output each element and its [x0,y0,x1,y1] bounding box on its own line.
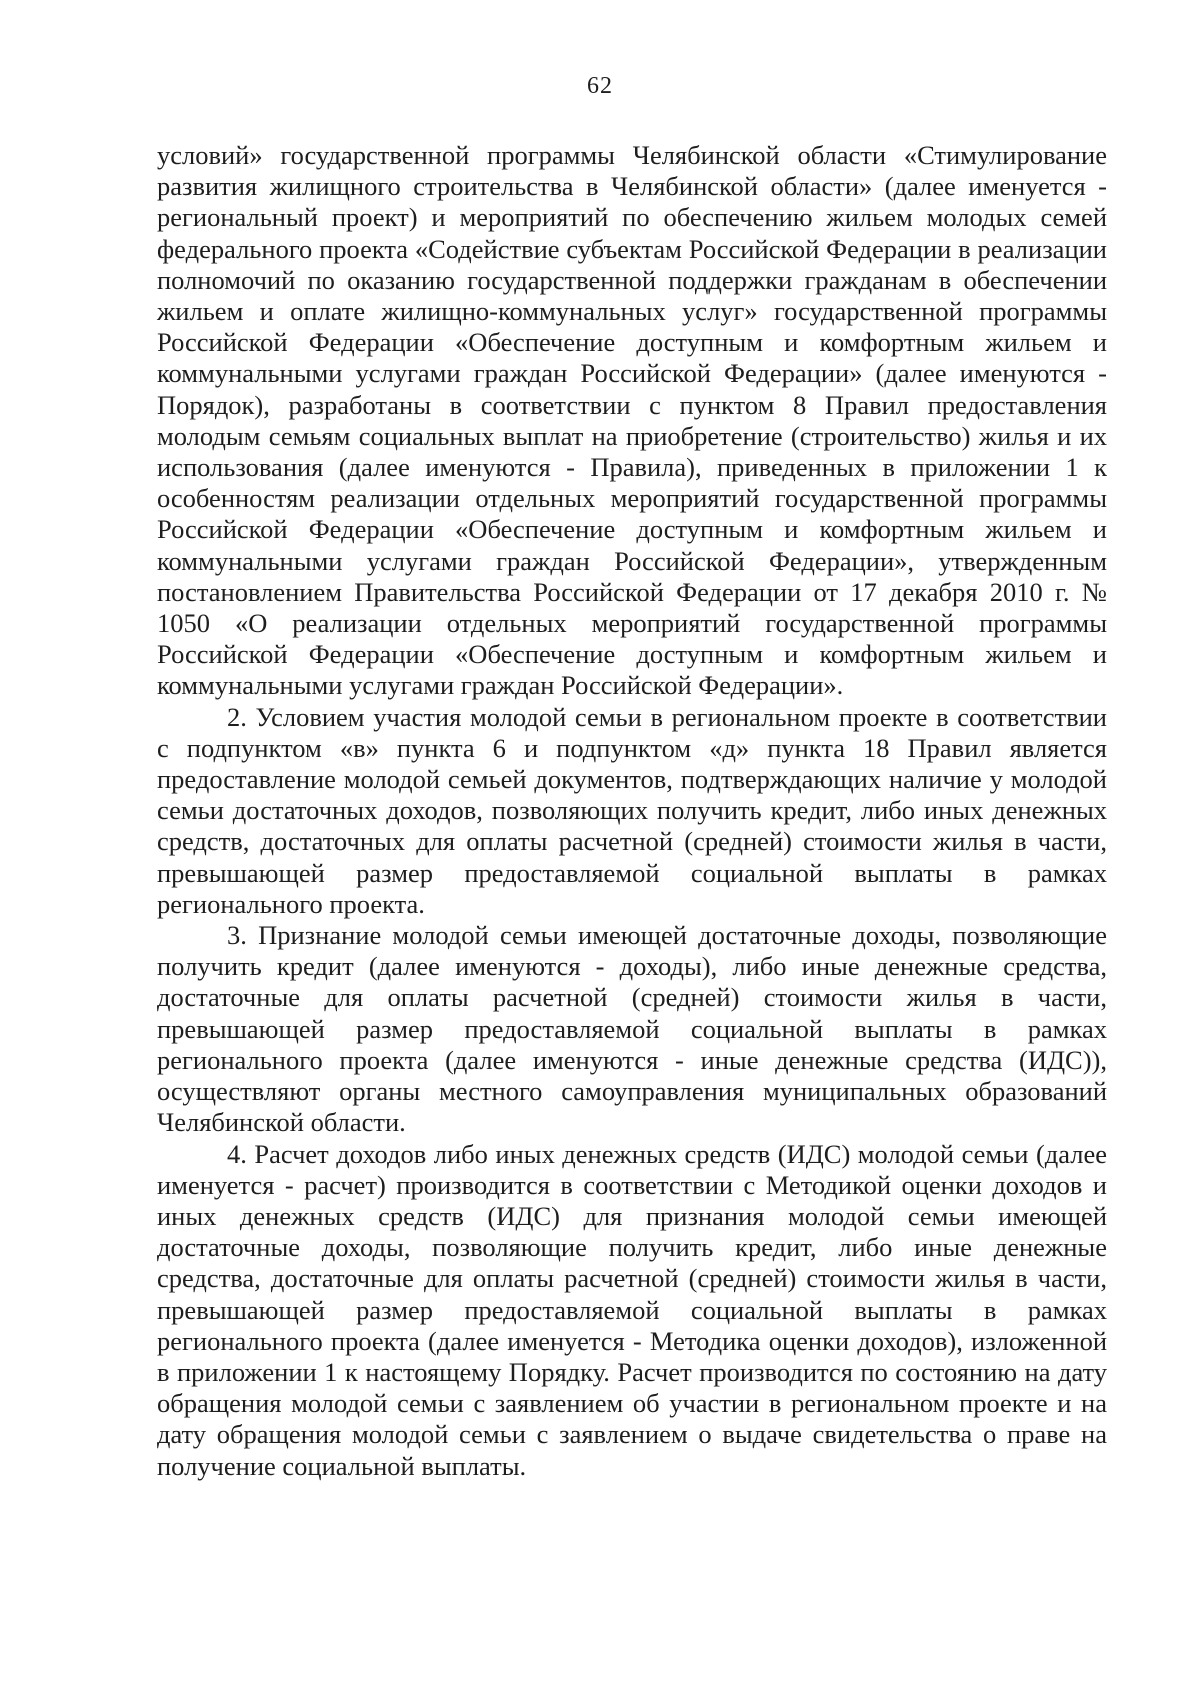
paragraph-item-3: 3. Признание молодой семьи имеющей достаточные доходы, позволяющие получить кредит (далее именуются - доходы), либо иные денежные средства, достаточные для оплаты расчетной (средней) стоимости жилья в части, превышающей размер предоставляемой социальной выплаты в рамках регионального проекта (далее именуются - иные денежные средства (ИДС)), осуществляют органы местного самоуправления муниципальных образований Челябинской области. [157,920,1107,1138]
paragraph-item-2: 2. Условием участия молодой семьи в региональном проекте в соответствии с подпунктом «в» пункта 6 и подпунктом «д» пункта 18 Правил является предоставление молодой семьей документов, подтверждающих наличие у молодой семьи достаточных доходов, позволяющих получить кредит, либо иных денежных средств, достаточных для оплаты расчетной (средней) стоимости жилья в части, превышающей размер предоставляемой социальной выплаты в рамках регионального проекта. [157,701,1107,919]
paragraph-continuation: условий» государственной программы Челябинской области «Стимулирование развития жилищного строительства в Челябинской области» (далее именуется - региональный проект) и мероприятий по обеспечению жильем молодых семей федерального проекта «Содействие субъектам Российской Федерации в реализации полномочий по оказанию государственной поддержки гражданам в обеспечении жильем и оплате жилищно-коммунальных услуг» государственной программы Российской Федерации «Обеспечение доступным и комфортным жильем и коммунальными услугами граждан Российской Федерации» (далее именуются - Порядок), разработаны в соответствии с пунктом 8 Правил предоставления молодым семьям социальных выплат на приобретение (строительство) жилья и их использования (далее именуются - Правила), приведенных в приложении 1 к особенностям реализации отдельных мероприятий государственной программы Российской Федерации «Обеспечение доступным и комфортным жильем и коммунальными услугами граждан Российской Федерации», утвержденным постановлением Правительства Российской Федерации от 17 декабря 2010 г. № 1050 «О реализации отдельных мероприятий государственной программы Российской Федерации «Обеспечение доступным и комфортным жильем и коммунальными услугами граждан Российской Федерации». [157,140,1107,701]
page-number: 62 [587,73,613,99]
paragraph-item-4: 4. Расчет доходов либо иных денежных средств (ИДС) молодой семьи (далее именуется - расчет) производится в соответствии с Методикой оценки доходов и иных денежных средств (ИДС) для признания молодой семьи имеющей достаточные доходы, позволяющие получить кредит, либо иные денежные средства, достаточные для оплаты расчетной (средней) стоимости жилья в части, превышающей размер предоставляемой социальной выплаты в рамках регионального проекта (далее именуется - Методика оценки доходов), изложенной в приложении 1 к настоящему Порядку. Расчет производится по состоянию на дату обращения молодой семьи с заявлением об участии в региональном проекте и на дату обращения молодой семьи с заявлением о выдаче свидетельства о праве на получение социальной выплаты. [157,1138,1107,1481]
document-body [157,140,1107,1482]
